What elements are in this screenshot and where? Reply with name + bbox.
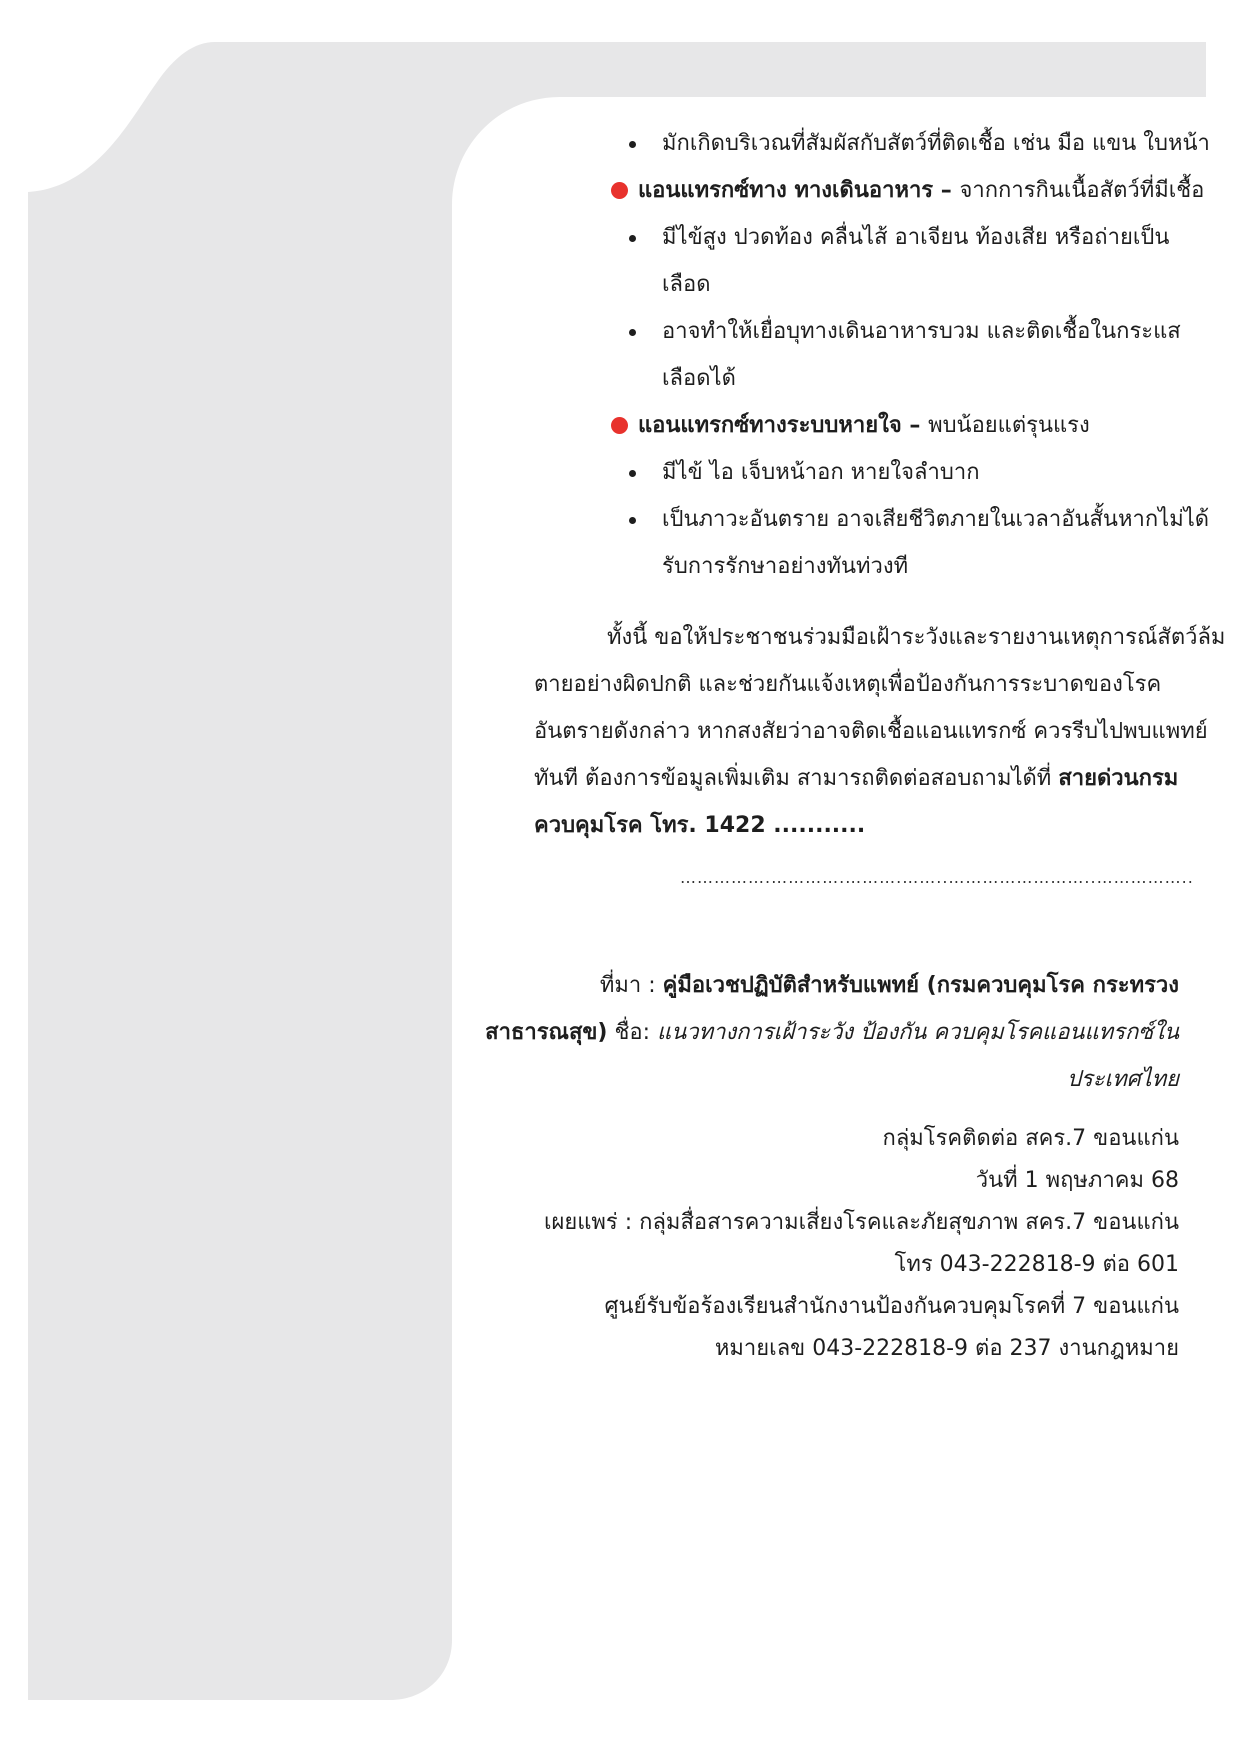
hotline-text: สายด่วนกรม — [1058, 766, 1179, 791]
source-title: คู่มือเวชปฏิบัติสำหรับแพทย์ (กรมควบคุมโรค กระทรวง — [662, 973, 1179, 998]
footer-line: ศูนย์รับข้อร้องเรียนสำนักงานป้องกันควบคุมโรคที่ 7 ขอนแก่น — [604, 1294, 1179, 1319]
bullet-dot — [629, 141, 636, 148]
footer-line: โทร 043-222818-9 ต่อ 601 — [894, 1252, 1179, 1277]
footer-line: กลุ่มโรคติดต่อ สคร.7 ขอนแก่น — [882, 1126, 1179, 1151]
red-bullet-icon — [611, 182, 628, 199]
source-document-name-continued: ประเทศไทย — [1066, 1067, 1179, 1092]
source-title-continued: สาธารณสุข) — [485, 1020, 608, 1045]
dotted-divider: …………….………….……….……..……………………..…………….. — [680, 868, 1194, 887]
source-label: ที่มา : — [599, 973, 663, 998]
heading-bold: แอนแทรกซ์ทาง ทางเดินอาหาร — [638, 178, 934, 203]
bullet-text: มีไข้สูง ปวดท้อง คลื่นไส้ อาเจียน ท้องเสีย หรือถ่ายเป็น — [662, 225, 1170, 250]
paragraph-line — [534, 755, 1178, 802]
heading-rest: จากการกินเนื้อสัตว์ที่มีเชื้อ — [959, 178, 1205, 203]
bullet-dot — [629, 517, 636, 524]
bullet-dot — [629, 470, 636, 477]
red-bullet-icon — [611, 417, 628, 434]
source-line — [485, 1009, 1179, 1056]
heading-dash: – — [901, 413, 929, 438]
heading-dash: – — [933, 178, 960, 203]
footer-line: วันที่ 1 พฤษภาคม 68 — [975, 1168, 1179, 1193]
source-document-name: แนวทางการเฝ้าระวัง ป้องกัน ควบคุมโรคแอนแทรกซ์ใน — [657, 1020, 1179, 1045]
bullet-text: อาจทำให้เยื่อบุทางเดินอาหารบวม และติดเชื้อในกระแส — [662, 319, 1181, 344]
paragraph-line: ตายอย่างผิดปกติ และช่วยกันแจ้งเหตุเพื่อป้องกันการระบาดของโรค — [534, 672, 1162, 697]
paragraph-line: ทั้งนี้ ขอให้ประชาชนร่วมมือเฝ้าระวังและรายงานเหตุการณ์สัตว์ล้ม — [607, 625, 1226, 650]
heading-rest: พบน้อยแต่รุนแรง — [928, 413, 1090, 438]
bullet-text: มักเกิดบริเวณที่สัมผัสกับสัตว์ที่ติดเชื้อ เช่น มือ แขน ใบหน้า — [662, 131, 1210, 156]
heading-bold: แอนแทรกซ์ทางระบบหายใจ — [638, 413, 902, 438]
source-line — [600, 962, 1179, 1009]
footer-line: หมายเลข 043-222818-9 ต่อ 237 งานกฎหมาย — [714, 1336, 1179, 1361]
hotline-number: ควบคุมโรค โทร. 1422 ........... — [534, 813, 866, 838]
bullet-dot — [629, 235, 636, 242]
bullet-text-continued: รับการรักษาอย่างทันท่วงที — [662, 554, 909, 579]
paragraph-line: อันตรายดังกล่าว หากสงสัยว่าอาจติดเชื้อแอนแทรกซ์ ควรรีบไปพบแพทย์ — [534, 719, 1208, 744]
bullet-text: เป็นภาวะอันตราย อาจเสียชีวิตภายในเวลาอันสั้นหากไม่ได้ — [662, 507, 1210, 532]
paragraph-plain-text: ทันที ต้องการข้อมูลเพิ่มเติม สามารถติดต่อสอบถามได้ที่ — [534, 766, 1059, 791]
bullet-text: มีไข้ ไอ เจ็บหน้าอก หายใจลำบาก — [662, 460, 980, 485]
bullet-text-continued: เลือดได้ — [662, 366, 736, 391]
bullet-dot — [629, 329, 636, 336]
bullet-text-continued: เลือด — [662, 272, 711, 297]
section-heading-text — [638, 167, 1204, 214]
source-name-label: ชื่อ: — [607, 1020, 658, 1045]
footer-line: เผยแพร่ : กลุ่มสื่อสารความเสี่ยงโรคและภัยสุขภาพ สคร.7 ขอนแก่น — [543, 1210, 1179, 1235]
section-heading-text — [638, 402, 1090, 449]
